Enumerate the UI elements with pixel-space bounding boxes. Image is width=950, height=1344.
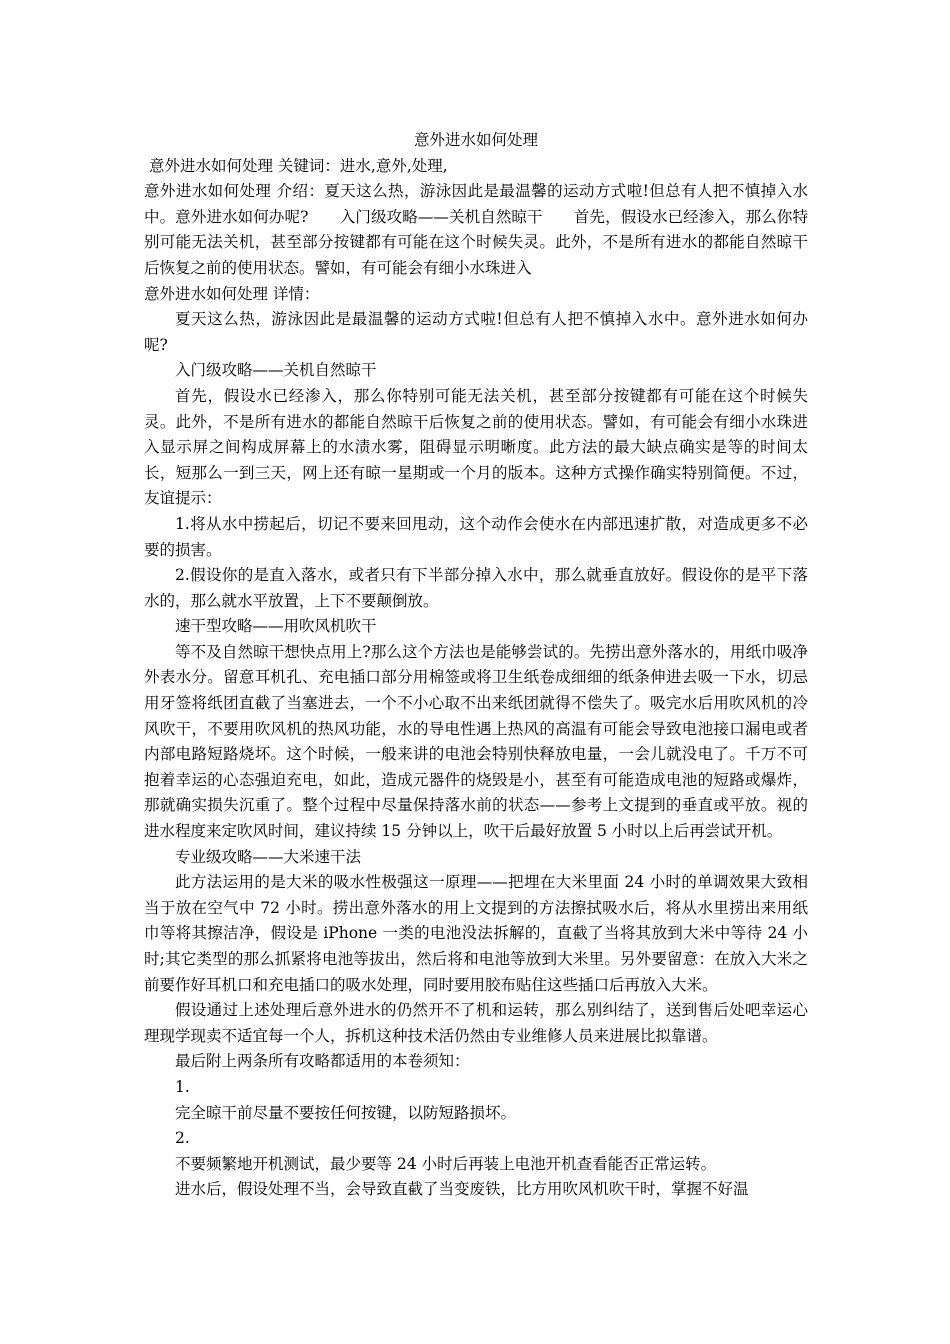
- body-paragraph: 首先，假设水已经渗入，那么你特别可能无法关机，甚至部分按键都有可能在这个时候失灵。此外，不是所有进水的都能自然晾干后恢复之前的使用状态。譬如，有可能会有细小水珠进入显示屏之间构成屏幕上的水渍水雾，阻碍显示明晰度。此方法的最大缺点确实是等的时间太长，短那么一到三天，网上还有晾一星期或一个月的版本。这种方式操作确实特别简便。不过，友谊提示：: [144, 386, 808, 508]
- intro-line: 意外进水如何处理 介绍：夏天这么热，游泳因此是最温馨的运动方式啦!但总有人把不慎掉入水中。意外进水如何办呢? 入门级攻略——关机自然晾干 首先，假设水已经渗入，那么你特别可能无法关机，甚至部分按键都有可能在这个时候失灵。此外，不是所有进水的都能自然晾干后恢复之前的使用状态。譬如，有可能会有细小水珠进入: [144, 182, 808, 277]
- section-heading: 专业级攻略——大米速干法: [175, 847, 362, 866]
- document-title: 意外进水如何处理: [413, 131, 538, 149]
- body-paragraph: 最后附上两条所有攻略都适用的本卷须知：: [175, 1052, 470, 1071]
- body-paragraph: 此方法运用的是大米的吸水性极强这一原理——把埋在大米里面 24 小时的单调效果大致相当于放在空气中 72 小时。捞出意外落水的用上文提到的方法擦拭吸水后，将从水里捞出来用纸巾等将其擦洁净，假设是 iPhone 一类的电池没法拆解的，直截了当将其放到大米中等待 24 小时;其它类型的那么抓紧将电池等拔出，然后将和电池等放到大米里。另外要留意：在放入大米之前要作好耳机口和充电插口的吸水处理，同时要用胶布贴住这些插口后再放入大米。: [144, 873, 808, 994]
- note-number: 2.: [175, 1129, 190, 1148]
- body-paragraph: 进水后，假设处理不当，会导致直截了当变废铁，比方用吹风机吹干时，掌握不好温: [175, 1180, 749, 1199]
- body-paragraph: 等不及自然晾干想快点用上?那么这个方法也是能够尝试的。先捞出意外落水的，用纸巾吸净外表水分。留意耳机孔、充电插口部分用棉签或将卫生纸卷成细细的纸条伸进去吸一下水，切忌用牙签将纸团直截了当塞进去，一个不小心取不出来纸团就得不偿失了。吸完水后用吹风机的冷风吹干，不要用吹风机的热风功能，水的导电性遇上热风的高温有可能会导致电池接口漏电或者内部电路短路烧坏。这个时候，一般来讲的电池会特别快释放电量，一会儿就没电了。千万不可抱着幸运的心态强迫充电，如此，造成元器件的烧毁是小，甚至有可能造成电池的短路或爆炸，那就确实损失沉重了。整个过程中尽量保持落水前的状态——参考上文提到的垂直或平放。视的进水程度来定吹风时间，建议持续 15 分钟以上，吹干后最好放置 5 小时以上后再尝试开机。: [144, 642, 808, 841]
- list-item: 1.将从水中捞起后，切记不要来回甩动，这个动作会使水在内部迅速扩散，对造成更多不必要的损害。: [144, 514, 808, 559]
- note-number: 1.: [175, 1077, 190, 1096]
- section-heading: 速干型攻略——用吹风机吹干: [175, 617, 377, 636]
- note-text: 完全晾干前尽量不要按任何按键，以防短路损坏。: [175, 1103, 517, 1122]
- list-item: 2.假设你的是直入落水，或者只有下半部分掉入水中，那么就垂直放好。假设你的是平下落水的，那么就水平放置，上下不要颠倒放。: [144, 566, 808, 610]
- body-paragraph: 假设通过上述处理后意外进水的仍然开不了机和运转，那么别纠结了，送到售后处吧幸运心理现学现卖不适宜每一个人，拆机这种技术活仍然由专业维修人员来进展比拟靠谱。: [144, 1001, 808, 1045]
- document-page: [144, 128, 808, 1203]
- details-label: 意外进水如何处理 详情：: [144, 284, 320, 303]
- keywords-line: 意外进水如何处理 关键词：进水,意外,处理,: [149, 156, 448, 175]
- section-heading: 入门级攻略——关机自然晾干: [175, 361, 377, 380]
- body-paragraph: 夏天这么热，游泳因此是最温馨的运动方式啦!但总有人把不慎掉入水中。意外进水如何办呢?: [144, 310, 808, 354]
- note-text: 不要频繁地开机测试，最少要等 24 小时后再装上电池开机查看能否正常运转。: [175, 1154, 717, 1173]
